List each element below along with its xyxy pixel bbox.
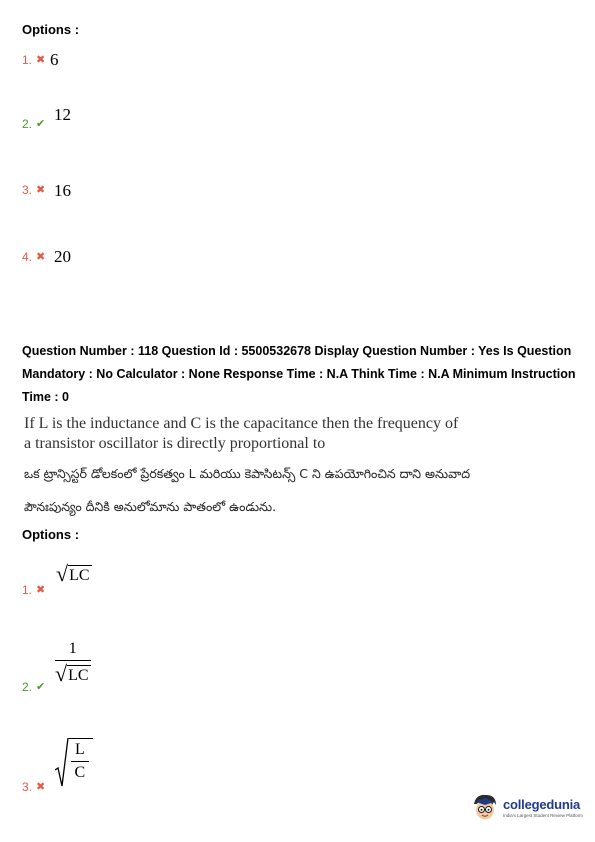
sqrt-expression <box>55 663 91 685</box>
radicand: LC <box>69 567 90 584</box>
option-formula <box>55 738 93 793</box>
options-label: Options : <box>22 22 80 37</box>
options-label: Options : <box>22 527 80 542</box>
option-value: 16 <box>54 181 72 200</box>
option-number: 1. <box>22 583 33 597</box>
logo-text <box>503 797 583 818</box>
option-2 <box>22 680 46 694</box>
wrong-icon: ✖ <box>36 251 46 263</box>
option-value: 6 <box>50 50 59 69</box>
fraction <box>55 640 91 686</box>
option-2 <box>22 105 72 137</box>
wrong-icon: ✖ <box>36 781 46 793</box>
radical-sign: √ <box>56 561 69 586</box>
sqrt-expression <box>56 563 92 585</box>
option-1 <box>22 583 46 597</box>
denominator <box>55 661 91 686</box>
radicand: LC <box>68 667 89 684</box>
option-4 <box>22 247 72 270</box>
wrong-icon: ✖ <box>36 54 46 66</box>
radical-sign <box>55 738 69 788</box>
numerator: L <box>75 741 85 758</box>
fraction <box>71 741 89 782</box>
question-metadata: Question Number : 118 Question Id : 5500532678 Display Question Number : Yes Is Question Mandatory : No Calculator : None Response Time : N.A Think Time : N.A Minimum Instruction Time : 0 <box>22 344 576 404</box>
question-text-telugu: ఒక ట్రాన్సిస్టర్ డోలకంలో ప్రేరకత్వం L మరియు కెపాసిటన్స్ C ని ఉపయోగించిన దాని అనువాద పౌనఃపున్యం దీనికి అనులోమాను పాతంలో ఉండును. <box>24 466 471 514</box>
option-formula <box>56 563 92 586</box>
sqrt-expression <box>55 738 93 788</box>
option-3 <box>22 183 71 203</box>
option-number: 2. <box>22 680 33 694</box>
option-number: 1. <box>22 53 33 67</box>
option-number: 3. <box>22 183 33 197</box>
radical-sign: √ <box>55 661 68 686</box>
logo-tagline: India's Largest Student Review Platform <box>503 812 583 818</box>
option-value: 12 <box>54 105 72 124</box>
collegedunia-logo <box>470 792 583 822</box>
option-value: 20 <box>54 247 72 266</box>
wrong-icon: ✖ <box>36 584 46 596</box>
question-text-english: If L is the inductance and C is the capacitance then the frequency of a transistor oscillator is directly proportional to <box>24 415 459 452</box>
option-number: 4. <box>22 250 33 264</box>
mascot-icon <box>470 792 500 822</box>
option-formula <box>55 640 91 686</box>
check-icon: ✔ <box>36 118 46 130</box>
check-icon: ✔ <box>36 681 46 693</box>
option-number: 2. <box>22 117 33 131</box>
radicand <box>69 738 93 788</box>
option-3 <box>22 780 46 794</box>
numerator: 1 <box>68 640 77 657</box>
logo-name: collegedunia <box>503 796 581 812</box>
wrong-icon: ✖ <box>36 184 46 196</box>
denominator: C <box>74 764 86 781</box>
option-1 <box>22 50 59 73</box>
option-number: 3. <box>22 780 33 794</box>
